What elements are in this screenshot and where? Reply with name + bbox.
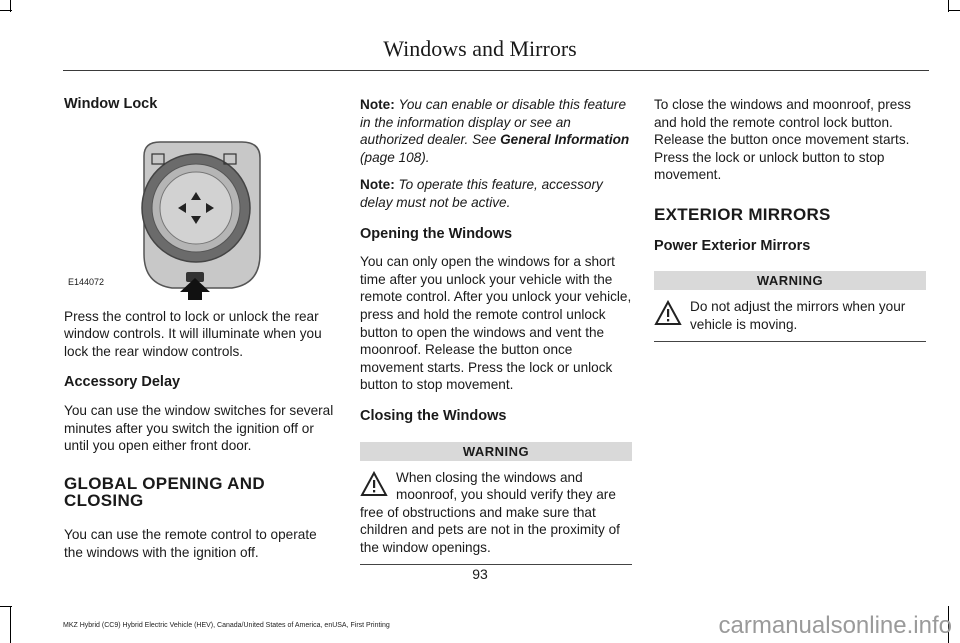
column-middle [360,96,632,565]
crop-mark [948,10,960,11]
warning-box [654,271,926,342]
heading-closing-windows: Closing the Windows [360,407,507,424]
page-title: Windows and Mirrors [383,36,577,61]
warning-text: Do not adjust the mirrors when your vehicle is moving. [690,299,906,332]
note-1-text: You can enable or disable this feature in the information display or see an authorized dealer. See [360,97,627,148]
warning-box [360,442,632,566]
watermark: carmanualsonline.info [718,612,952,639]
warning-rule [654,341,926,342]
figure-code: E144072 [68,277,105,287]
heading-opening-windows: Opening the Windows [360,225,513,242]
warning-label: WARNING [654,271,926,290]
crop-mark [0,606,12,607]
warning-text: When closing the windows and moonroof, you should verify they are free of obstructions and make sure that children and pets are not in the proximity of the window openings. [360,469,620,555]
crop-mark [0,10,12,11]
warning-triangle-icon [654,300,682,326]
page-number: 93 [472,566,488,582]
window-lock-figure [64,114,336,300]
note-2-text: To operate this feature, accessory delay must not be active. [360,177,603,210]
heading-power-mirrors: Power Exterior Mirrors [654,237,811,254]
warning-triangle-icon [360,471,388,497]
note-1-page-ref: (page 108). [360,149,430,165]
warning-label: WARNING [360,442,632,461]
paragraph-global-opening: You can use the remote control to operate the windows with the ignition off. [64,526,317,560]
paragraph-close-windows: To close the windows and moonroof, press and hold the remote control lock button. Release the button once movement starts. Press the lock or unlock button to stop movement. [654,97,911,183]
heading-global-opening: GLOBAL OPENING AND CLOSING [64,473,265,511]
heading-accessory-delay: Accessory Delay [64,374,181,391]
warning-body [654,290,926,341]
title-rule [63,70,929,71]
heading-exterior-mirrors: EXTERIOR MIRRORS [654,204,831,224]
general-information-link[interactable]: General Information [500,132,630,148]
column-right [654,96,926,342]
note-label: Note: [360,97,395,112]
heading-window-lock: Window Lock [64,96,158,112]
note-2 [360,176,632,211]
paragraph-accessory-delay: You can use the window switches for several minutes after you switch the ignition off or until you open either front door. [64,402,334,454]
note-1 [360,96,632,166]
crop-mark [10,606,11,643]
note-label: Note: [360,177,395,193]
paragraph-window-lock: Press the control to lock or unlock the rear window controls. It will illuminate when you lock the rear window controls. [64,308,322,359]
column-left [64,96,336,561]
paragraph-opening-windows: You can only open the windows for a short time after you unlock your vehicle with the remote control. After you unlock your vehicle, press and hold the remote control unlock button to open the windows and vent the moonroof. Release the button once movement starts. Press the lock or unlock button to stop movement. [360,254,632,393]
footer-doc-info: MKZ Hybrid (CC9) Hybrid Electric Vehicle (HEV), Canada/United States of America, enUSA, First Printing [63,622,390,629]
warning-body [360,461,632,565]
window-switch-illustration [64,114,336,300]
